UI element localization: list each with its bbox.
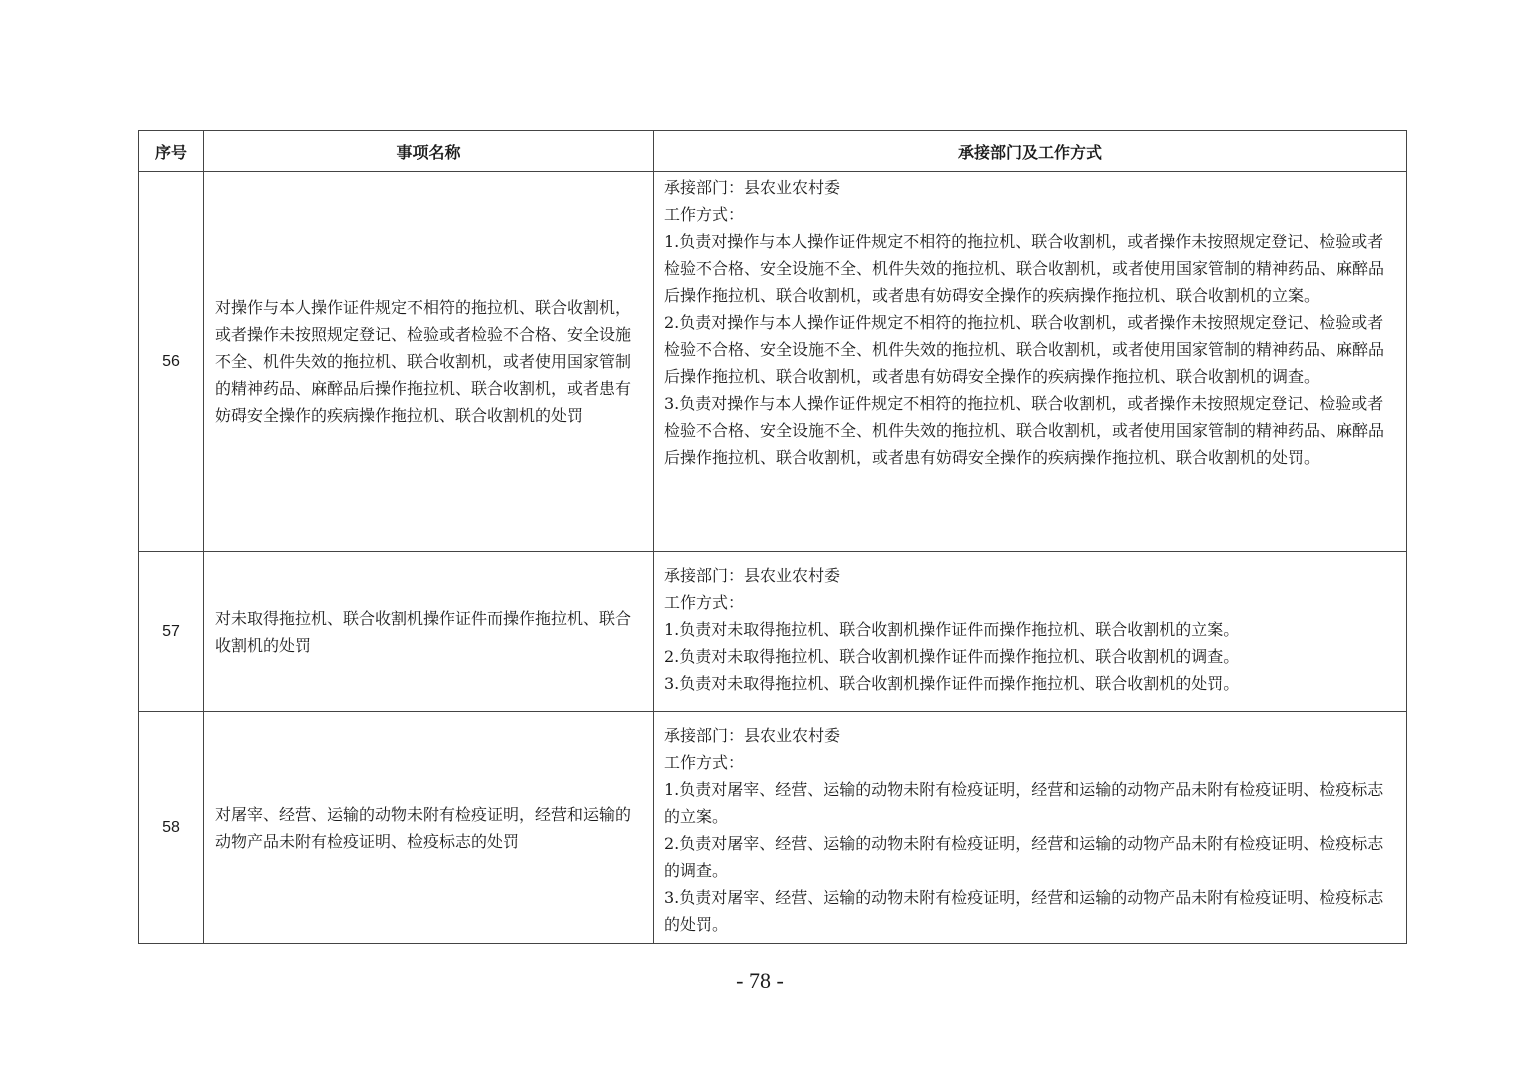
matters-table: [138, 130, 1407, 944]
work-mode-label: 工作方式：: [664, 593, 745, 612]
table-row: [139, 712, 1407, 944]
dept-unit: 承接部门：县农业农村委: [664, 566, 841, 585]
work-mode-label: 工作方式：: [664, 205, 745, 224]
row-name: 对未取得拖拉机、联合收割机操作证件而操作拖拉机、联合收割机的处罚: [204, 552, 654, 712]
row-name: 对屠宰、经营、运输的动物未附有检疫证明，经营和运输的动物产品未附有检疫证明、检疫标志的处罚: [204, 712, 654, 944]
table-header-row: [139, 131, 1407, 172]
work-item: 3.负责对屠宰、经营、运输的动物未附有检疫证明，经营和运输的动物产品未附有检疫证明、检疫标志的处罚。: [664, 888, 1384, 934]
row-seq: 57: [139, 552, 204, 712]
page-number: - 78 -: [736, 968, 784, 993]
dept-unit: 承接部门：县农业农村委: [664, 726, 841, 745]
table-row: [139, 552, 1407, 712]
work-item: 3.负责对未取得拖拉机、联合收割机操作证件而操作拖拉机、联合收割机的处罚。: [664, 674, 1240, 693]
dept-unit: 承接部门：县农业农村委: [664, 178, 841, 197]
header-seq: 序号: [139, 131, 204, 172]
table-row: [139, 172, 1407, 552]
work-item: 1.负责对未取得拖拉机、联合收割机操作证件而操作拖拉机、联合收割机的立案。: [664, 620, 1240, 639]
work-item: 2.负责对屠宰、经营、运输的动物未附有检疫证明，经营和运输的动物产品未附有检疫证明、检疫标志的调查。: [664, 834, 1384, 880]
row-dept: [654, 712, 1407, 944]
row-dept: [654, 172, 1407, 552]
work-item: 2.负责对操作与本人操作证件规定不相符的拖拉机、联合收割机，或者操作未按照规定登记、检验或者检验不合格、安全设施不全、机件失效的拖拉机、联合收割机，或者使用国家管制的精神药品、麻醉品后操作拖拉机、联合收割机，或者患有妨碍安全操作的疾病操作拖拉机、联合收割机的调查。: [664, 313, 1385, 386]
row-seq: 56: [139, 172, 204, 552]
work-mode-label: 工作方式：: [664, 753, 745, 772]
work-item: 3.负责对操作与本人操作证件规定不相符的拖拉机、联合收割机，或者操作未按照规定登记、检验或者检验不合格、安全设施不全、机件失效的拖拉机、联合收割机，或者使用国家管制的精神药品、麻醉品后操作拖拉机、联合收割机，或者患有妨碍安全操作的疾病操作拖拉机、联合收割机的处罚。: [664, 394, 1385, 467]
row-dept: [654, 552, 1407, 712]
row-seq: 58: [139, 712, 204, 944]
header-name: 事项名称: [204, 131, 654, 172]
header-dept: 承接部门及工作方式: [654, 131, 1407, 172]
work-item: 1.负责对操作与本人操作证件规定不相符的拖拉机、联合收割机，或者操作未按照规定登记、检验或者检验不合格、安全设施不全、机件失效的拖拉机、联合收割机，或者使用国家管制的精神药品、麻醉品后操作拖拉机、联合收割机，或者患有妨碍安全操作的疾病操作拖拉机、联合收割机的立案。: [664, 232, 1385, 305]
work-item: 1.负责对屠宰、经营、运输的动物未附有检疫证明，经营和运输的动物产品未附有检疫证明、检疫标志的立案。: [664, 780, 1384, 826]
work-item: 2.负责对未取得拖拉机、联合收割机操作证件而操作拖拉机、联合收割机的调查。: [664, 647, 1240, 666]
row-name: 对操作与本人操作证件规定不相符的拖拉机、联合收割机，或者操作未按照规定登记、检验或者检验不合格、安全设施不全、机件失效的拖拉机、联合收割机，或者使用国家管制的精神药品、麻醉品后操作拖拉机、联合收割机，或者患有妨碍安全操作的疾病操作拖拉机、联合收割机的处罚: [204, 172, 654, 552]
